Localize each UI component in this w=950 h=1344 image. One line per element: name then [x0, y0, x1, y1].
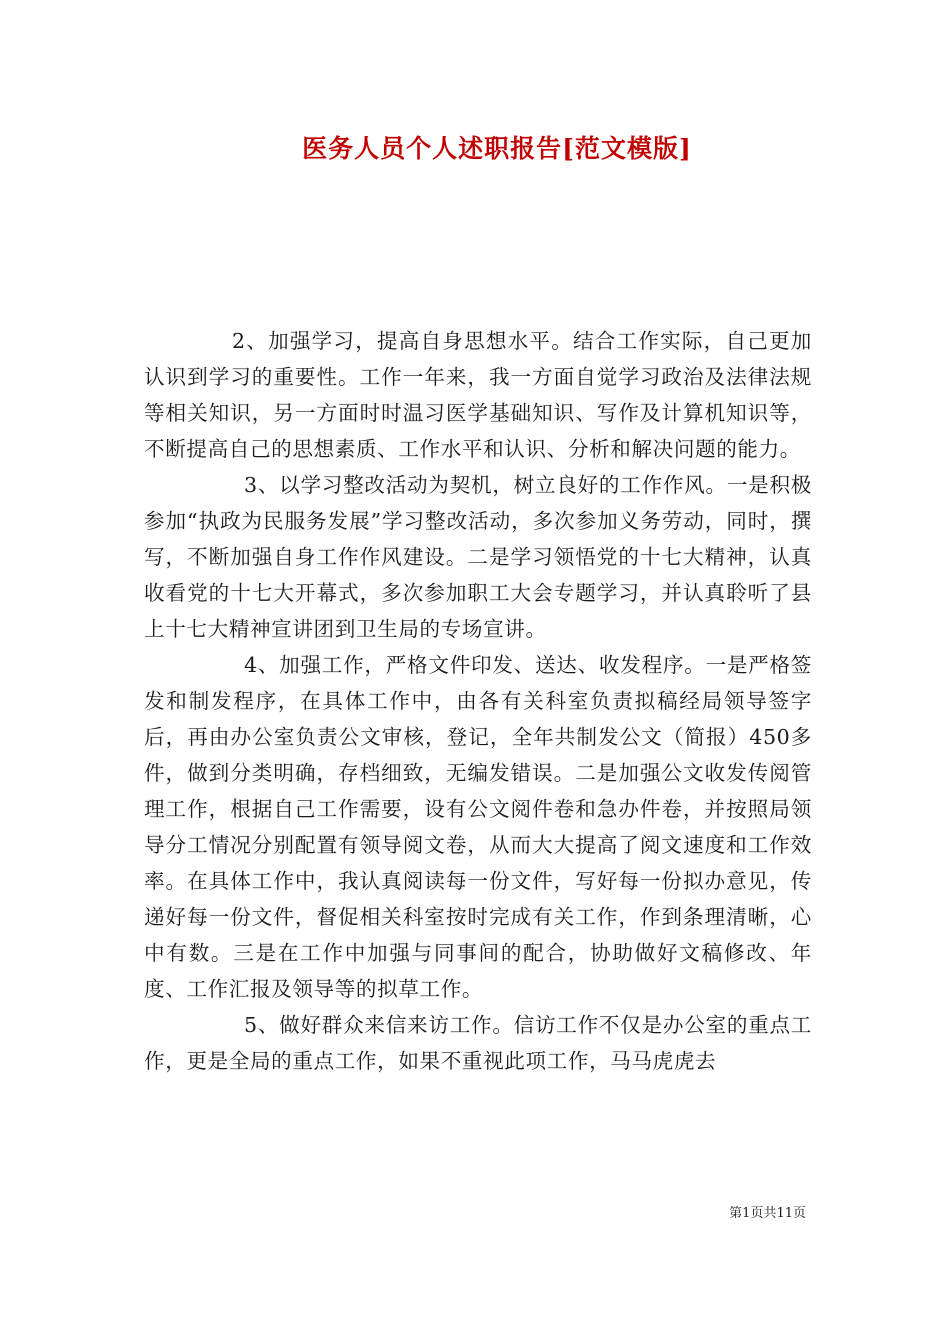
paragraph-4: 4、加强工作，严格文件印发、送达、收发程序。一是严格签发和制发程序，在具体工作中，由各有关科室负责拟稿经局领导签字后，再由办公室负责公文审核，登记，全年共制发公文（简报）450多件，做到分类明确，存档细致，无编发错误。二是加强公文收发传阅管理工作，根据自己工作需要，设有公文阅件卷和急办件卷，并按照局领导分工情况分别配置有领导阅文卷，从而大大提高了阅文速度和工作效率。在具体工作中，我认真阅读每一份文件，写好每一份拟办意见，传递好每一份文件，督促相关科室按时完成有关工作，作到条理清晰，心中有数。三是在工作中加强与同事间的配合，协助做好文稿修改、年度、工作汇报及领导等的拟草工作。 [144, 653, 812, 1001]
paragraph-3: 3、以学习整改活动为契机，树立良好的工作作风。一是积极参加“执政为民服务发展”学习整改活动，多次参加义务劳动，同时，撰写，不断加强自身工作作风建设。二是学习领悟党的十七大精神，认真收看党的十七大开幕式，多次参加职工大会专题学习，并认真聆听了县上十七大精神宣讲团到卫生局的专场宣讲。 [144, 473, 812, 641]
paragraph-2: 2、加强学习，提高自身思想水平。结合工作实际，自己更加认识到学习的重要性。工作一年来，我一方面自觉学习政治及法律法规等相关知识，另一方面时时温习医学基础知识、写作及计算机知识等，不断提高自己的思想素质、工作水平和认识、分析和解决问题的能力。 [144, 329, 812, 461]
paragraph-5: 5、做好群众来信来访工作。信访工作不仅是办公室的重点工作，更是全局的重点工作，如果不重视此项工作，马马虎虎去 [144, 1013, 812, 1073]
document-title: 医务人员个人述职报告[范文模版] [302, 134, 692, 163]
page-number: 第1页共11页 [729, 1206, 806, 1221]
document-body [144, 323, 812, 1079]
